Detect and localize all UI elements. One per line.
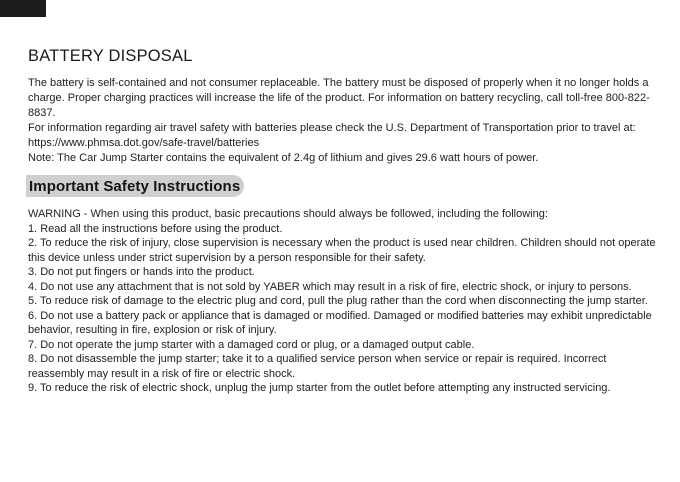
- corner-block: [0, 0, 46, 17]
- safety-item-9: 9. To reduce the risk of electric shock, unplug the jump starter from the outlet before attempting any instructed servicing.: [28, 382, 611, 394]
- safety-item-5: 5. To reduce risk of damage to the electric plug and cord, pull the plug rather than the cord when disconnecting the jump starter.: [28, 295, 648, 307]
- safety-item-2: 2. To reduce the risk of injury, close supervision is necessary when the product is used near children. Children should not operate this device unless under strict supervision by a person responsible for their safety.: [28, 237, 656, 264]
- safety-instructions-list: [28, 222, 656, 396]
- safety-item-1: 1. Read all the instructions before using the product.: [28, 222, 283, 235]
- disposal-paragraph-note: Note: The Car Jump Starter contains the equivalent of 2.4g of lithium and gives 29.6 watt hours of power.: [28, 152, 539, 164]
- battery-disposal-body: [28, 76, 656, 166]
- safety-item-6: 6. Do not use a battery pack or appliance that is damaged or modified. Damaged or modified batteries may exhibit unpredictable behavior, resulting in fire, explosion or risk of injury.: [28, 309, 652, 336]
- safety-instructions-body: [28, 207, 656, 396]
- safety-warning: WARNING - When using this product, basic precautions should always be followed, including the following:: [28, 208, 548, 220]
- safety-item-8: 8. Do not disassemble the jump starter; take it to a qualified service person when service or repair is required. Incorrect reassembly may result in a risk of fire or electric shock.: [28, 353, 607, 380]
- safety-item-3: 3. Do not put fingers or hands into the product.: [28, 266, 255, 278]
- safety-instructions-banner: [26, 175, 244, 197]
- safety-item-7: 7. Do not operate the jump starter with a damaged cord or plug, or a damaged output cable.: [28, 338, 475, 351]
- safety-item-4: 4. Do not use any attachment that is not sold by YABER which may result in a risk of fire, electric shock, or injury to persons.: [28, 280, 632, 293]
- safety-instructions-title: Important Safety Instructions: [29, 177, 241, 195]
- battery-disposal-title: BATTERY DISPOSAL: [28, 47, 193, 65]
- disposal-paragraph-recycling: The battery is self-contained and not consumer replaceable. The battery must be disposed of properly when it no longer holds a charge. Proper charging practices will increase the life of the product. For information on battery recycling, call toll-free 800-822-8837.: [28, 77, 650, 119]
- disposal-paragraph-air-travel: For information regarding air travel safety with batteries please check the U.S. Department of Transportation prior to travel at: https://www.phmsa.dot.gov/safe-travel/batteries: [28, 122, 636, 149]
